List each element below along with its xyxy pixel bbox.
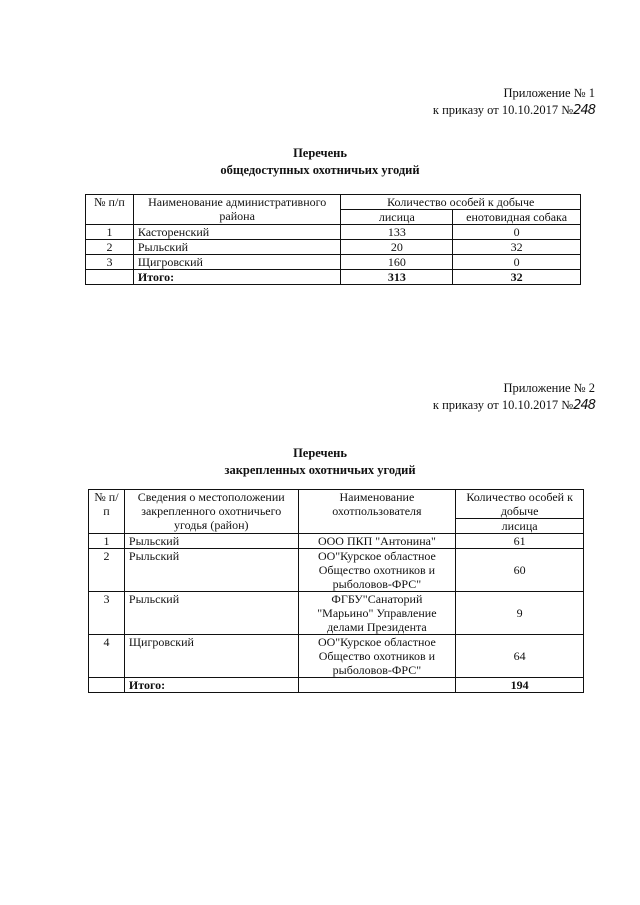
header-num: № п/п [89,490,125,534]
row-fox: 60 [456,549,584,592]
appendix1-table [85,194,581,285]
total-fox: 313 [341,270,453,285]
row-location: Щигровский [124,635,298,678]
appendix2-title [0,445,640,479]
header-quantity: Количество особей к добыче [341,195,581,210]
total-raccoon: 32 [453,270,581,285]
row-fox: 61 [456,534,584,549]
total-empty-cell [86,270,134,285]
row-district: Рыльский [133,240,341,255]
total-empty-cell [89,678,125,693]
total-empty-cell [298,678,456,693]
total-row [86,270,581,285]
table-row [89,549,584,592]
appendix1-line2 [433,102,595,119]
table-row [89,635,584,678]
appendix2-line2 [433,397,595,414]
row-raccoon: 32 [453,240,581,255]
appendix1-title [0,145,640,179]
header-fox: лисица [456,519,584,534]
header-raccoon: енотовидная собака [453,210,581,225]
table-row [86,240,581,255]
appendix1-header [433,85,595,119]
row-fox: 133 [341,225,453,240]
header-location: Сведения о местоположении закрепленного охотничьего угодья (район) [124,490,298,534]
row-raccoon: 0 [453,225,581,240]
total-fox: 194 [456,678,584,693]
table-row [89,592,584,635]
row-num: 2 [89,549,125,592]
header-district: Наименование административного района [133,195,341,225]
row-location: Рыльский [124,592,298,635]
table-row [86,255,581,270]
appendix2-header [433,380,595,414]
row-fox: 9 [456,592,584,635]
row-user: ФГБУ"Санаторий "Марьино" Управление делами Президента [298,592,456,635]
row-num: 2 [86,240,134,255]
appendix2-order-text: к приказу от 10.10.2017 № [432,398,574,412]
appendix2-line1: Приложение № 2 [503,381,595,395]
appendix2-signature: 248 [573,398,595,413]
table-row [89,534,584,549]
header-num: № п/п [86,195,134,225]
row-num: 1 [86,225,134,240]
row-district: Касторенский [133,225,341,240]
row-location: Рыльский [124,534,298,549]
header-quantity: Количество особей к добыче [456,490,584,519]
appendix2-title-line2: закрепленных охотничьих угодий [224,463,416,477]
row-fox: 160 [341,255,453,270]
row-num: 1 [89,534,125,549]
total-row [89,678,584,693]
appendix1-title-line2: общедоступных охотничьих угодий [220,163,420,177]
appendix1-title-line1: Перечень [293,146,347,160]
header-user: Наименование охотпользователя [298,490,456,534]
row-fox: 20 [341,240,453,255]
row-user: ОО"Курское областное Общество охотников и рыболовов-ФРС" [298,635,456,678]
row-fox: 64 [456,635,584,678]
appendix1-order-text: к приказу от 10.10.2017 № [432,103,574,117]
row-location: Рыльский [124,549,298,592]
row-num: 3 [86,255,134,270]
row-user: ООО ПКП "Антонина" [298,534,456,549]
total-label: Итого: [133,270,341,285]
appendix1-line1: Приложение № 1 [503,86,595,100]
row-user: ОО"Курское областное Общество охотников и рыболовов-ФРС" [298,549,456,592]
header-fox: лисица [341,210,453,225]
total-label: Итого: [124,678,298,693]
row-district: Щигровский [133,255,341,270]
row-num: 3 [89,592,125,635]
table-row [86,225,581,240]
row-raccoon: 0 [453,255,581,270]
appendix1-signature: 248 [573,103,595,118]
row-num: 4 [89,635,125,678]
appendix2-table [88,489,584,693]
appendix2-title-line1: Перечень [293,446,347,460]
